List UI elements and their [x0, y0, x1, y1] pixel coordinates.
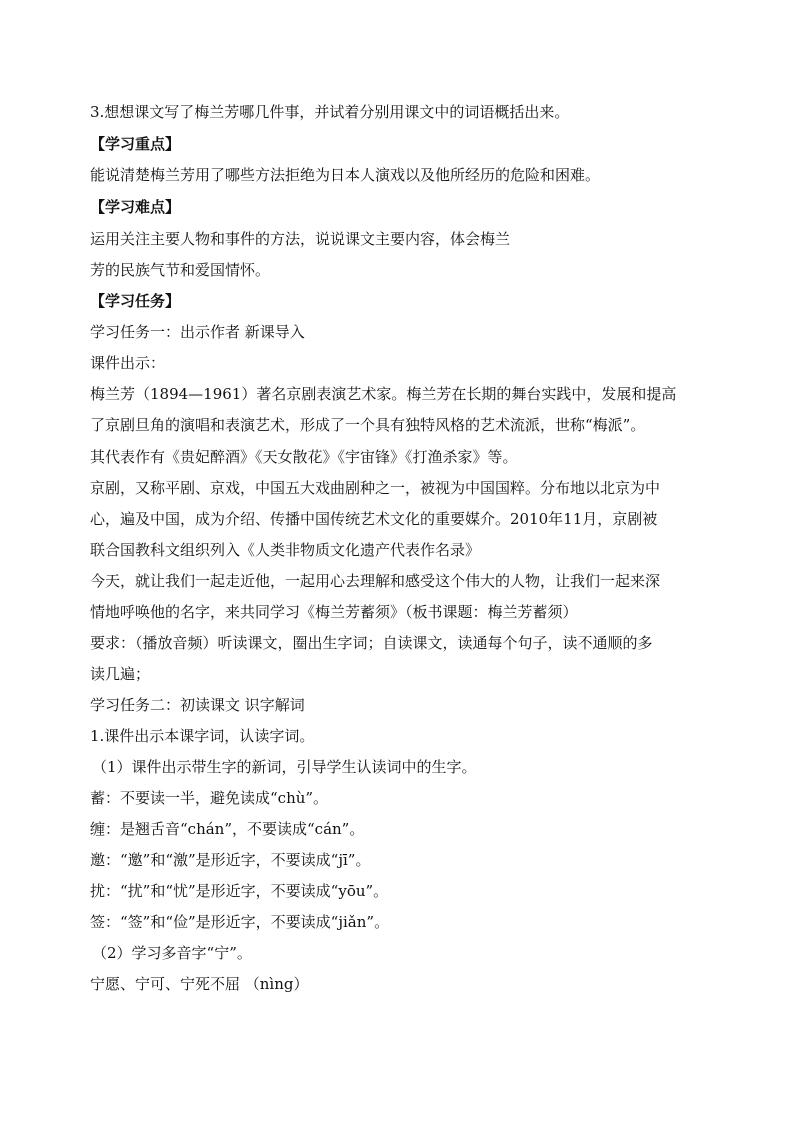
- task-two-title: 学习任务二：初读课文 识字解词: [90, 696, 305, 714]
- section-heading-difficulties: 【学习难点】: [90, 198, 181, 216]
- courseware-label: 课件出示：: [90, 354, 166, 372]
- vocab-note-yao: 邀：“邀”和“激”是形近字，不要读成“jī”。: [90, 851, 371, 869]
- peking-opera-line-1: 京剧，又称平剧、京戏，中国五大戏曲剧种之一，被视为中国国粹。分布地以北京为中: [90, 479, 661, 497]
- vocab-note-qian: 签：“签”和“俭”是形近字，不要读成“jiǎn”。: [90, 913, 390, 931]
- peking-opera-line-2: 心，遍及中国，成为介绍、传播中国传统艺术文化的重要媒介。2010年11月，京剧被: [90, 510, 658, 528]
- task-one-title: 学习任务一：出示作者 新课导入: [90, 323, 305, 341]
- requirement-line-1: 要求：（播放音频）听读课文，圈出生字词；自读课文，读通每个句子，读不通顺的多: [90, 634, 653, 652]
- vocabulary-substep-1: （1）课件出示带生字的新词，引导学生认读词中的生字。: [92, 758, 477, 776]
- section-heading-tasks: 【学习任务】: [90, 292, 181, 310]
- vocab-note-chan: 缠：是翘舌音“chán”，不要读成“cán”。: [90, 820, 365, 838]
- vocabulary-step-1: 1.课件出示本课字词，认读字词。: [90, 727, 315, 745]
- introduction-line-1: 今天，就让我们一起走近他，一起用心去理解和感受这个伟大的人物，让我们一起来深: [90, 572, 661, 590]
- vocab-note-rao: 扰：“扰”和“忧”是形近字，不要读成“yōu”。: [90, 882, 389, 900]
- key-points-text: 能说清楚梅兰芳用了哪些方法拒绝为日本人演戏以及他所经历的危险和困难。: [90, 166, 601, 184]
- task-item-3: 3.想想课文写了梅兰芳哪几件事，并试着分别用课文中的词语概括出来。: [90, 103, 570, 121]
- section-heading-key-points: 【学习重点】: [90, 135, 181, 153]
- vocabulary-substep-2: （2）学习多音字“宁”。: [92, 944, 252, 962]
- introduction-line-2: 情地呼唤他的名字，来共同学习《梅兰芳蓄须》（板书课题：梅兰芳蓄须）: [90, 603, 578, 621]
- author-intro-line-3: 其代表作有《贵妃醉酒》《天女散花》《宇宙锋》《打渔杀家》等。: [90, 448, 518, 466]
- vocab-note-xu: 蓄：不要读一半，避免读成“chù”。: [90, 789, 329, 807]
- requirement-line-2: 读几遍；: [90, 665, 151, 683]
- peking-opera-line-3: 联合国教科文组织列入《人类非物质文化遗产代表作名录》: [90, 541, 481, 559]
- difficulties-text-line-1: 运用关注主要人物和事件的方法，说说课文主要内容，体会梅兰: [90, 230, 511, 248]
- author-intro-line-2: 了京剧旦角的演唱和表演艺术，形成了一个具有独特风格的艺术流派，世称“梅派”。: [90, 416, 646, 434]
- author-intro-line-1: 梅兰芳（1894—1961）著名京剧表演艺术家。梅兰芳在长期的舞台实践中，发展和提高: [90, 385, 677, 403]
- difficulties-text-line-2: 芳的民族气节和爱国情怀。: [90, 261, 271, 279]
- polyphone-ning-examples: 宁愿、宁可、宁死不屈 （nìng）: [90, 975, 309, 993]
